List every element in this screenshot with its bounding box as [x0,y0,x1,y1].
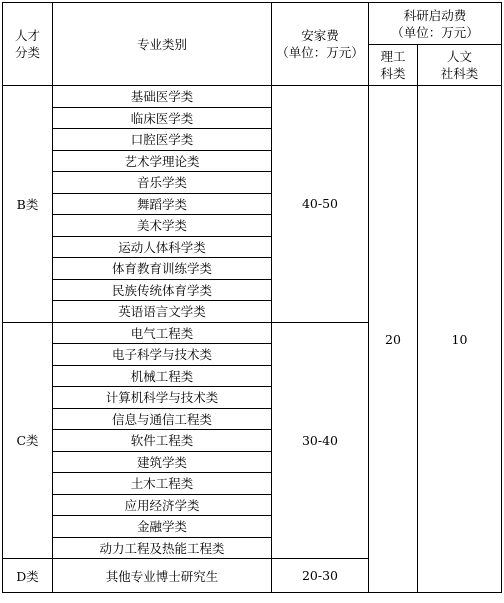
table-row [3,86,502,108]
major-cell: 软件工程类 [53,430,272,452]
header-settling-fee [272,3,369,86]
talent-category-cell: D类 [3,559,53,593]
fee-table [2,2,502,593]
header-talent-category-line2: 分类 [14,45,40,60]
major-cell: 民族传统体育学类 [53,279,272,301]
research-fee-humanities-cell: 10 [418,86,502,593]
major-cell: 信息与通信工程类 [53,408,272,430]
talent-category-cell: B类 [3,86,53,323]
major-cell: 电气工程类 [53,322,272,344]
header-major-category: 专业类别 [53,3,272,86]
major-cell: 基础医学类 [53,86,272,108]
major-cell: 金融学类 [53,516,272,538]
major-cell: 体育教育训练学类 [53,258,272,280]
header-humanities-social-line1: 人文 [447,49,473,64]
header-settling-fee-line2: （单位：万元） [276,45,364,60]
major-cell: 舞蹈学类 [53,193,272,215]
major-cell: 运动人体科学类 [53,236,272,258]
header-science-engineering-line2: 科类 [380,66,406,81]
major-cell: 计算机科学与技术类 [53,387,272,409]
settling-fee-cell: 40-50 [272,86,369,323]
header-settling-fee-line1: 安家费 [301,28,339,43]
major-cell: 艺术学理论类 [53,150,272,172]
settling-fee-cell: 20-30 [272,559,369,593]
major-cell: 英语语言文学类 [53,301,272,323]
major-cell: 口腔医学类 [53,129,272,151]
header-research-fee-line1: 科研启动费 [403,7,467,23]
header-science-engineering [369,45,418,86]
major-cell: 土木工程类 [53,473,272,495]
major-cell: 音乐学类 [53,172,272,194]
major-cell: 电子科学与技术类 [53,344,272,366]
header-talent-category [3,3,53,86]
major-cell: 其他专业博士研究生 [53,559,272,593]
header-research-fee-line2: （单位：万元） [391,24,479,40]
major-cell: 动力工程及热能工程类 [53,537,272,559]
header-research-fee [369,3,502,45]
major-cell: 临床医学类 [53,107,272,129]
settling-fee-cell: 30-40 [272,322,369,559]
talent-category-cell: C类 [3,322,53,559]
header-talent-category-line1: 人才 [14,28,40,43]
header-humanities-social [418,45,502,86]
major-cell: 美术学类 [53,215,272,237]
major-cell: 机械工程类 [53,365,272,387]
header-science-engineering-line1: 理工 [380,49,406,64]
header-humanities-social-line2: 社科类 [440,66,479,81]
major-cell: 应用经济学类 [53,494,272,516]
major-cell: 建筑学类 [53,451,272,473]
research-fee-science-cell: 20 [369,86,418,593]
